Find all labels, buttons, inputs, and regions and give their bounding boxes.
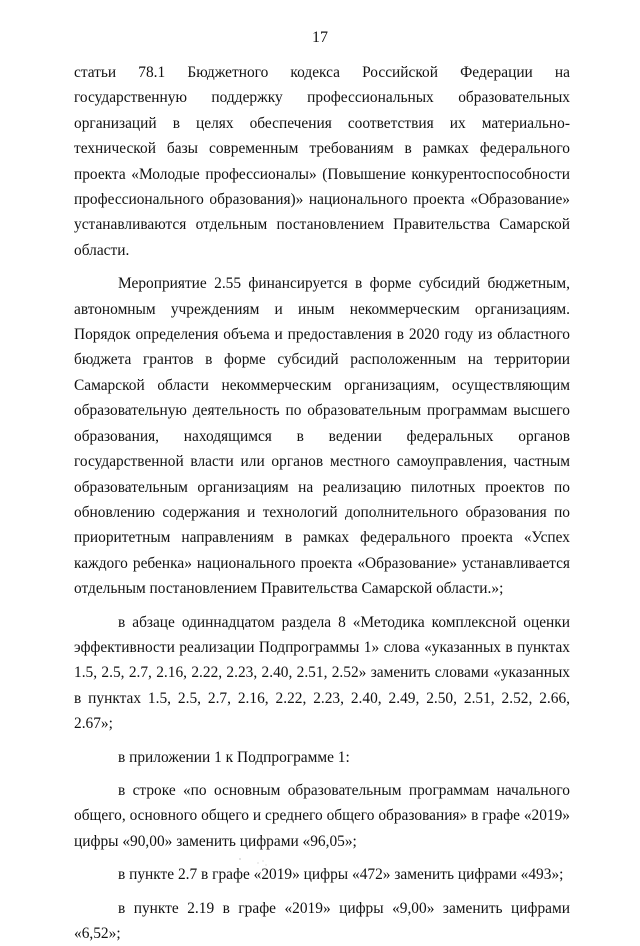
paragraph-item-2-7: в пункте 2.7 в графе «2019» цифры «472» заменить цифрами «493»; xyxy=(118,866,564,884)
paragraph-section-8-amendment: в абзаце одиннадцатом раздела 8 «Методика комплексной оценки эффективности реализации Подпрограммы 1» слова «указанных в пунктах 1.5, 2.5, 2.7, 2.16, 2.22, 2.23, 2.40, 2.51, 2.52» заменить словами «указанных в пунктах 1.5, 2.5, 2.7, 2.16, 2.22, 2.23, 2.40, 2.49, 2.50, 2.51, 2.52, 2.66, 2.67»; xyxy=(74,613,570,733)
paragraph-row-amendment: в строке «по основным образовательным программам начального общего, основного общего и среднего общего образования» в графе «2019» цифры «90,00» заменить цифрами «96,05»; xyxy=(74,781,570,850)
paragraph-item-2-19: в пункте 2.19 в графе «2019» цифры «9,00» заменить цифрами «6,52»; xyxy=(74,899,570,942)
paragraph-continuation: статьи 78.1 Бюджетного кодекса Российской Федерации на государственную поддержку профессиональных образовательных организаций в целях обеспечения соответствия их материально-технической базы современным требованиям в рамках федерального проекта «Молодые профессионалы» (Повышение конкурентоспособности профессионального образования)» национального проекта «Образование» устанавливаются отдельным постановлением Правительства Самарской области. xyxy=(74,64,570,259)
paragraph-appendix-1-heading: в приложении 1 к Подпрограмме 1: xyxy=(118,748,350,766)
paragraph-event-2-55: Мероприятие 2.55 финансируется в форме субсидий бюджетным, автономным учреждениям и иным некоммерческим организациям. Порядок определения объема и предоставления в 2020 году из областного бюджета грантов в форме субсидий расположенным на территории Самарской области некоммерческим организациям, осуществляющим образовательную деятельность по образовательным программам высшего образования, находящимся в ведении федеральных органов государственной власти или органов местного самоуправления, частным образовательным организациям на реализацию пилотных проектов по обновлению содержания и технологий дополнительного образования по приоритетным направлениям в рамках федерального проекта «Успех каждого ребенка» национального проекта «Образование» устанавливается отдельным постановлением Правительства Самарской области.»; xyxy=(74,275,570,598)
page-number: 17 xyxy=(312,29,328,46)
document-body xyxy=(74,60,570,946)
scan-specks xyxy=(238,856,278,868)
